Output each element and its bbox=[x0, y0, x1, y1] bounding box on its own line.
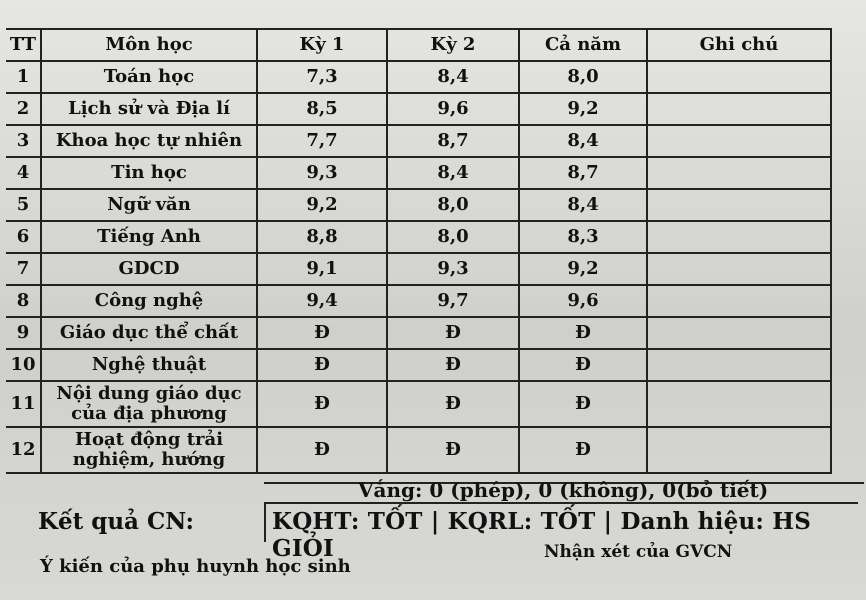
subject-cell bbox=[41, 427, 257, 473]
header-term-2: Kỳ 2 bbox=[387, 29, 519, 61]
year-score: Đ bbox=[519, 317, 647, 349]
note-cell bbox=[647, 427, 831, 473]
grades-table bbox=[6, 28, 832, 474]
term-1-score: 9,4 bbox=[257, 285, 387, 317]
table-row bbox=[6, 253, 831, 285]
subject-cell: Khoa học tự nhiên bbox=[41, 125, 257, 157]
table-row bbox=[6, 157, 831, 189]
row-number: 6 bbox=[6, 221, 41, 253]
absence-text: Vắng: 0 (phép), 0 (không), 0(bỏ tiết) bbox=[358, 478, 769, 502]
subject-cell: Công nghệ bbox=[41, 285, 257, 317]
subject-cell bbox=[41, 381, 257, 427]
table-row bbox=[6, 189, 831, 221]
term-1-score: Đ bbox=[257, 317, 387, 349]
subject-cell: Giáo dục thể chất bbox=[41, 317, 257, 349]
term-2-score: 8,0 bbox=[387, 189, 519, 221]
year-score: 9,6 bbox=[519, 285, 647, 317]
row-number: 10 bbox=[6, 349, 41, 381]
result-text: KQHT: TỐT | KQRL: TỐT | Danh hiệu: HS GIỎI bbox=[272, 508, 812, 562]
subject-cell: Lịch sử và Địa lí bbox=[41, 93, 257, 125]
subject-line-2: nghiệm, hướng bbox=[72, 449, 226, 470]
term-1-score: 7,3 bbox=[257, 61, 387, 93]
term-1-score: Đ bbox=[257, 381, 387, 427]
row-number: 12 bbox=[6, 427, 41, 473]
row-number: 4 bbox=[6, 157, 41, 189]
note-cell bbox=[647, 253, 831, 285]
note-cell bbox=[647, 157, 831, 189]
note-cell bbox=[647, 93, 831, 125]
header-full-year: Cả năm bbox=[519, 29, 647, 61]
note-cell bbox=[647, 221, 831, 253]
subject-line-1: Nội dung giáo dục bbox=[56, 383, 242, 404]
note-cell bbox=[647, 317, 831, 349]
term-1-score: 7,7 bbox=[257, 125, 387, 157]
year-score: 8,4 bbox=[519, 189, 647, 221]
term-2-score: Đ bbox=[387, 427, 519, 473]
table-row bbox=[6, 93, 831, 125]
year-score: 8,4 bbox=[519, 125, 647, 157]
note-cell bbox=[647, 125, 831, 157]
term-2-score: 8,4 bbox=[387, 157, 519, 189]
term-2-score: Đ bbox=[387, 349, 519, 381]
subject-cell: Ngữ văn bbox=[41, 189, 257, 221]
note-cell bbox=[647, 61, 831, 93]
row-number: 11 bbox=[6, 381, 41, 427]
table-row bbox=[6, 349, 831, 381]
table-row bbox=[6, 427, 831, 473]
table-row bbox=[6, 221, 831, 253]
subject-line-1: Hoạt động trải bbox=[74, 429, 224, 450]
term-1-score: Đ bbox=[257, 349, 387, 381]
year-score: 8,7 bbox=[519, 157, 647, 189]
term-1-score: 9,1 bbox=[257, 253, 387, 285]
header-term-1: Kỳ 1 bbox=[257, 29, 387, 61]
subject-line-2: của địa phương bbox=[71, 403, 227, 424]
term-1-score: 8,5 bbox=[257, 93, 387, 125]
note-cell bbox=[647, 285, 831, 317]
term-1-score: 8,8 bbox=[257, 221, 387, 253]
row-number: 3 bbox=[6, 125, 41, 157]
teacher-comment-label: Nhận xét của GVCN bbox=[544, 542, 733, 562]
row-number: 2 bbox=[6, 93, 41, 125]
subject-cell: GDCD bbox=[41, 253, 257, 285]
note-cell bbox=[647, 349, 831, 381]
note-cell bbox=[647, 381, 831, 427]
row-number: 8 bbox=[6, 285, 41, 317]
term-1-score: 9,3 bbox=[257, 157, 387, 189]
year-score: Đ bbox=[519, 381, 647, 427]
subject-cell: Toán học bbox=[41, 61, 257, 93]
table-header-row bbox=[6, 29, 831, 61]
row-number: 1 bbox=[6, 61, 41, 93]
subject-cell: Tiếng Anh bbox=[41, 221, 257, 253]
term-2-score: 8,7 bbox=[387, 125, 519, 157]
table-row bbox=[6, 125, 831, 157]
row-number: 5 bbox=[6, 189, 41, 221]
term-2-score: 9,6 bbox=[387, 93, 519, 125]
subject-cell: Tin học bbox=[41, 157, 257, 189]
year-score: 8,0 bbox=[519, 61, 647, 93]
header-note: Ghi chú bbox=[647, 29, 831, 61]
table-row bbox=[6, 285, 831, 317]
parent-opinion-label: Ý kiến của phụ huynh học sinh bbox=[40, 556, 351, 577]
result-label: Kết quả CN: bbox=[38, 508, 194, 535]
year-score: 8,3 bbox=[519, 221, 647, 253]
term-2-score: Đ bbox=[387, 317, 519, 349]
term-2-score: 8,4 bbox=[387, 61, 519, 93]
term-2-score: 9,3 bbox=[387, 253, 519, 285]
term-1-score: Đ bbox=[257, 427, 387, 473]
term-1-score: 9,2 bbox=[257, 189, 387, 221]
table-row bbox=[6, 381, 831, 427]
subject-cell: Nghệ thuật bbox=[41, 349, 257, 381]
table-row bbox=[6, 317, 831, 349]
term-2-score: 9,7 bbox=[387, 285, 519, 317]
header-tt: TT bbox=[6, 29, 41, 61]
row-number: 7 bbox=[6, 253, 41, 285]
summary-section bbox=[0, 468, 866, 562]
header-subject: Môn học bbox=[41, 29, 257, 61]
term-2-score: Đ bbox=[387, 381, 519, 427]
year-score: 9,2 bbox=[519, 93, 647, 125]
row-number: 9 bbox=[6, 317, 41, 349]
year-score: Đ bbox=[519, 349, 647, 381]
year-score: 9,2 bbox=[519, 253, 647, 285]
term-2-score: 8,0 bbox=[387, 221, 519, 253]
year-score: Đ bbox=[519, 427, 647, 473]
note-cell bbox=[647, 189, 831, 221]
table-row bbox=[6, 61, 831, 93]
